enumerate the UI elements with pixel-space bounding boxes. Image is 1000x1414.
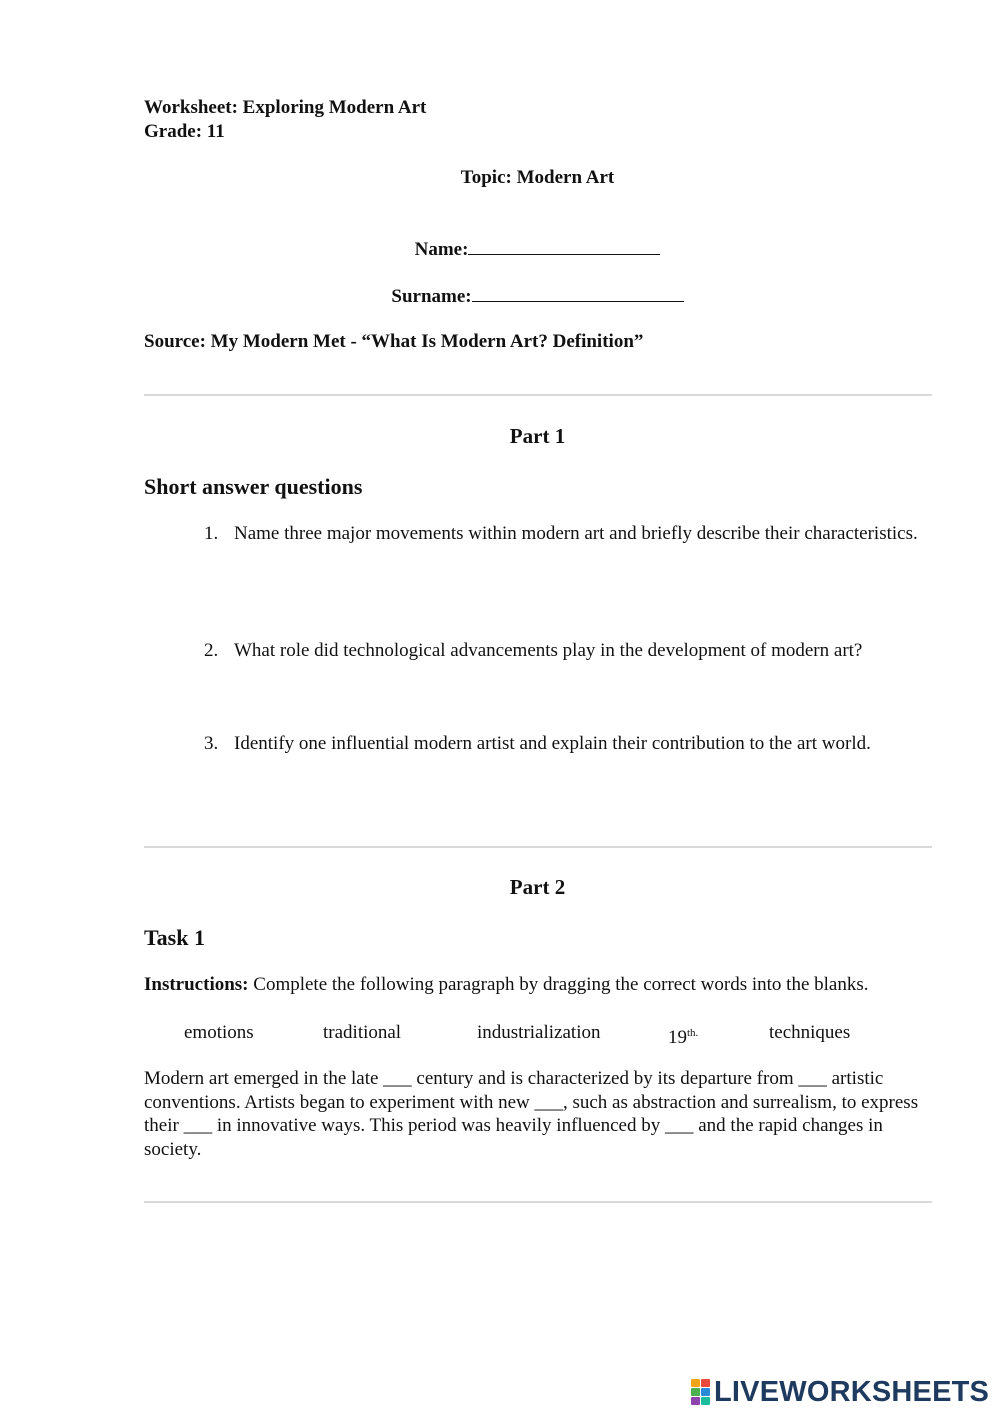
logo-text: LIVEWORKSHEETS xyxy=(714,1375,990,1408)
instructions-label: Instructions: xyxy=(144,974,249,995)
logo-mark-icon xyxy=(691,1379,711,1405)
question-text: What role did technological advancements play in the development of modern art? xyxy=(234,640,863,661)
question-text: Name three major movements within modern art and briefly describe their characteristics. xyxy=(234,523,918,544)
name-blank[interactable] xyxy=(468,236,660,255)
divider xyxy=(144,846,932,848)
paragraph-text: and the rapid changes in society. xyxy=(144,1115,883,1160)
liveworksheets-logo xyxy=(691,1375,989,1409)
paragraph-text: in innovative ways. This period was heavily influenced by xyxy=(212,1115,665,1136)
name-label: Name: xyxy=(414,239,469,260)
paragraph-text: century and is characterized by its departure from xyxy=(411,1068,799,1089)
blank-3[interactable]: ___ xyxy=(534,1091,563,1113)
question-number: 3. xyxy=(204,733,219,754)
instructions-text: Complete the following paragraph by dragging the correct words into the blanks. xyxy=(248,974,869,995)
task1-title: Task 1 xyxy=(144,925,205,950)
topic-label: Topic: Modern Art xyxy=(460,167,615,188)
source-label: Source: My Modern Met - “What Is Modern Art? Definition” xyxy=(144,331,644,352)
short-answer-title: Short answer questions xyxy=(144,474,363,499)
surname-row xyxy=(0,283,1000,308)
blank-4[interactable]: ___ xyxy=(183,1115,213,1136)
paragraph-text: , such as abstraction and surrealism, to express their xyxy=(144,1091,919,1136)
word-bank-19th[interactable] xyxy=(668,1021,698,1050)
surname-label: Surname: xyxy=(391,286,472,307)
name-row xyxy=(0,236,1000,261)
question-1 xyxy=(204,522,924,546)
blank-5[interactable]: ___ xyxy=(665,1115,694,1136)
question-number: 2. xyxy=(204,640,219,661)
word-bank-traditional[interactable]: traditional xyxy=(323,1022,402,1043)
instructions xyxy=(144,974,944,996)
word-bank-19th-sup: th. xyxy=(687,1027,699,1039)
question-2 xyxy=(204,639,924,663)
part1-title: Part 1 xyxy=(509,424,566,448)
part2-title: Part 2 xyxy=(509,875,566,899)
word-bank-emotions[interactable]: emotions xyxy=(184,1022,254,1043)
blank-2[interactable]: ___ xyxy=(798,1068,827,1089)
question-text: Identify one influential modern artist and explain their contribution to the art world. xyxy=(234,733,871,754)
grade-label: Grade: 11 xyxy=(144,121,225,142)
word-bank-techniques[interactable]: techniques xyxy=(769,1022,851,1043)
fill-in-paragraph xyxy=(144,1067,944,1161)
surname-blank[interactable] xyxy=(472,283,684,302)
question-3 xyxy=(204,732,924,756)
worksheet-title: Worksheet: Exploring Modern Art xyxy=(144,97,427,118)
paragraph-text: artistic conventions. Artists began to experiment with new xyxy=(144,1068,884,1113)
divider xyxy=(144,1201,932,1203)
blank-1[interactable]: ___ xyxy=(383,1068,412,1089)
divider xyxy=(144,394,932,396)
word-bank-19th-base: 19 xyxy=(668,1027,687,1048)
paragraph-text: Modern art emerged in the late xyxy=(144,1068,384,1089)
question-number: 1. xyxy=(204,523,219,544)
word-bank-industrialization[interactable]: industrialization xyxy=(477,1022,601,1043)
